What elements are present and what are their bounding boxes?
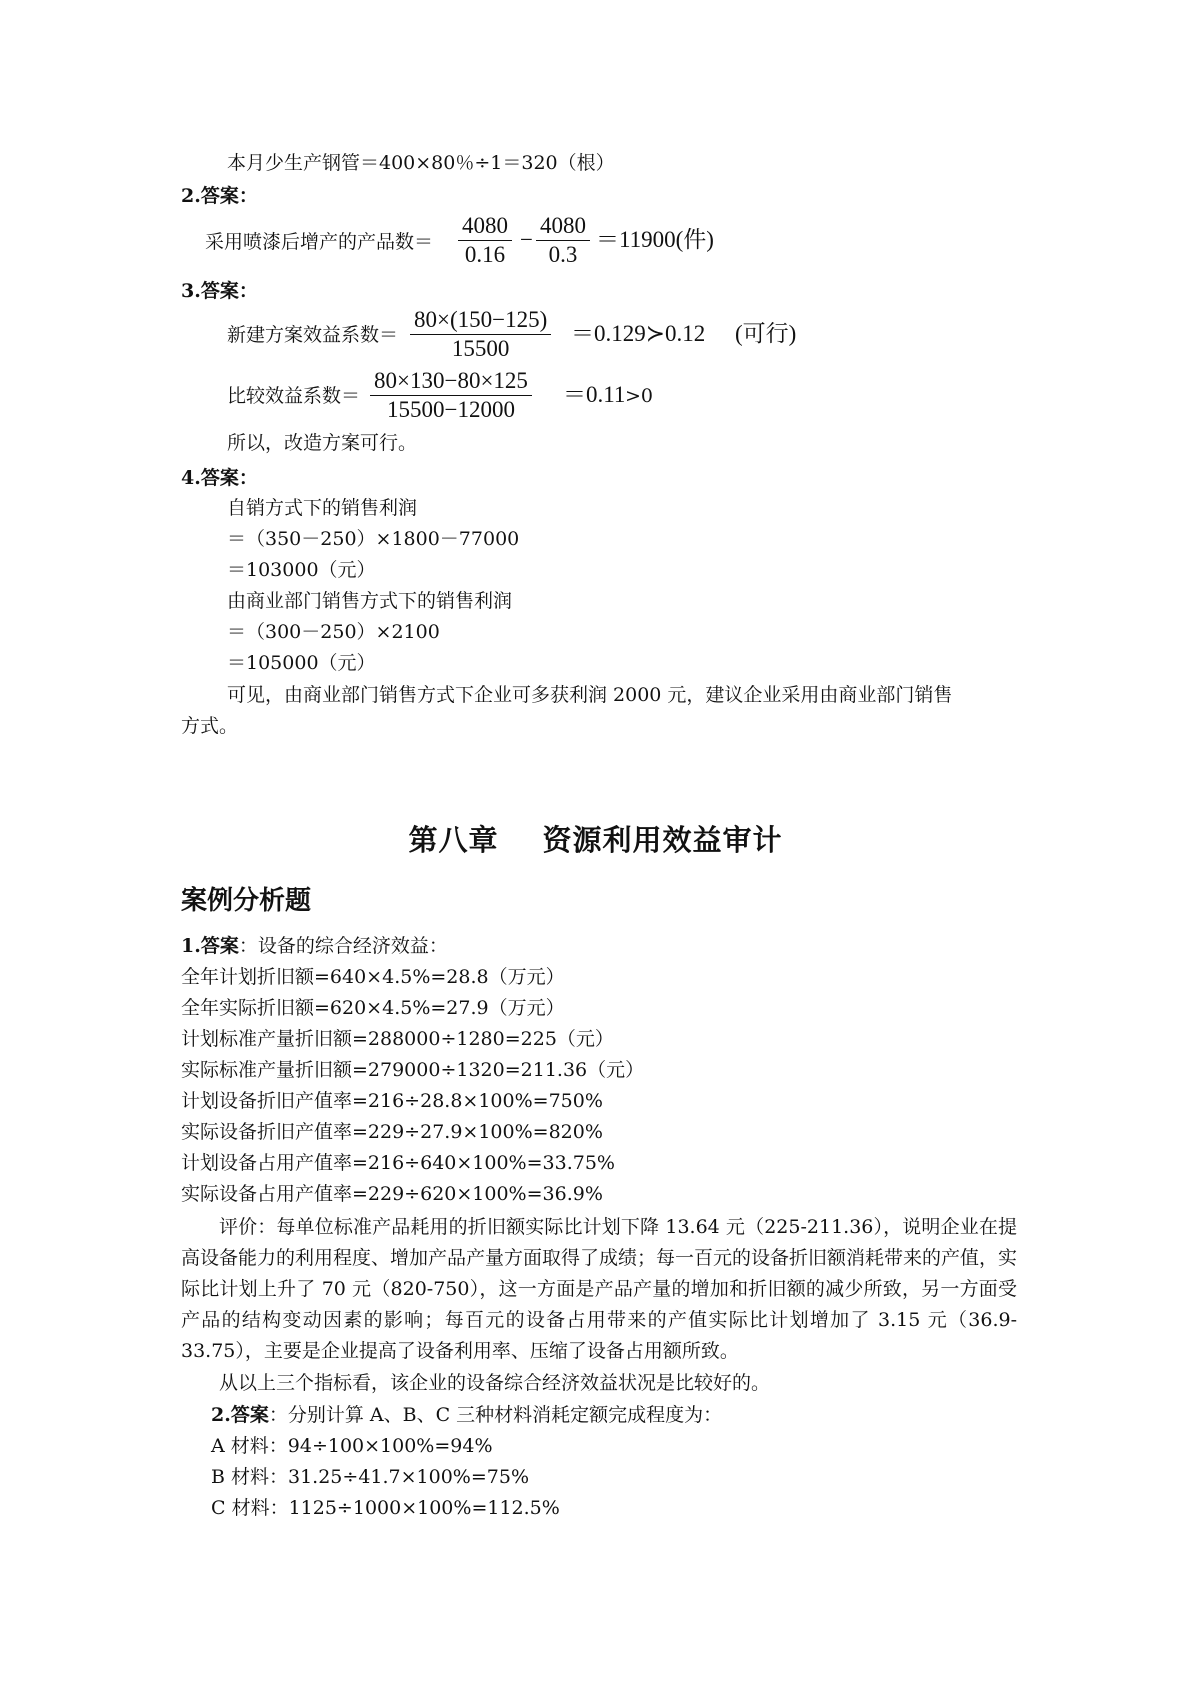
case1-line: 计划设备折旧产值率=216÷28.8×100%=750% xyxy=(181,1090,603,1112)
q4-line: ＝103000（元） xyxy=(227,559,376,581)
case2-heading xyxy=(211,1402,722,1428)
section-title: 案例分析题 xyxy=(181,886,312,916)
q3a-result: ＝0.129≻0.12 xyxy=(571,321,706,346)
q3b-denominator: 15500−12000 xyxy=(386,397,515,422)
q3b-result: ＝0.11 xyxy=(563,382,626,407)
q2-text: 采用喷漆后增产的产品数＝ xyxy=(205,231,434,253)
case1-line: 实际设备占用产值率=229÷620×100%=36.9% xyxy=(181,1183,603,1205)
q4-line: ＝（350－250）×1800－77000 xyxy=(227,528,520,550)
chapter-heading xyxy=(0,818,1191,859)
q3b-text: 比较效益系数＝ xyxy=(227,385,361,407)
q4-label: 4.答案： xyxy=(181,467,258,489)
q1-tail-line: 本月少生产钢管＝400×80％÷1＝320（根） xyxy=(227,152,615,174)
case1-line: 全年计划折旧额=640×4.5%=28.8（万元） xyxy=(181,966,565,988)
q2-result: ＝11900(件) xyxy=(596,227,714,252)
q4-line: ＝（300－250）×2100 xyxy=(227,621,440,643)
case1-heading xyxy=(181,933,448,959)
q3b-tail: >0 xyxy=(625,385,654,407)
q3a-denominator: 15500 xyxy=(451,336,510,361)
case1-line: 实际标准产量折旧额=279000÷1320=211.36（元） xyxy=(181,1059,645,1081)
q3b-fraction xyxy=(370,367,532,424)
q3a-numerator: 80×(150−125) xyxy=(410,306,551,335)
case1-label: 1.答案 xyxy=(181,935,239,957)
case2-line: A 材料：94÷100×100%=94% xyxy=(211,1435,493,1457)
q3b-numerator: 80×130−80×125 xyxy=(370,367,532,396)
q2-label: 2.答案： xyxy=(181,185,258,207)
case2-line: C 材料：1125÷1000×100%=112.5% xyxy=(211,1497,560,1519)
case2-intro: ：分别计算 A、B、C 三种材料消耗定额完成程度为： xyxy=(268,1404,723,1426)
case2-label: 2.答案 xyxy=(211,1404,269,1426)
q2-fraction-1 xyxy=(458,212,512,269)
q2-minus: − xyxy=(520,227,533,252)
case1-line: 计划标准产量折旧额=288000÷1280=225（元） xyxy=(181,1028,614,1050)
q3a-fraction xyxy=(410,306,551,363)
case1-line: 实际设备折旧产值率=229÷27.9×100%=820% xyxy=(181,1121,603,1143)
q3a-text: 新建方案效益系数＝ xyxy=(227,324,399,346)
case1-summary: 从以上三个指标看，该企业的设备综合经济效益状况是比较好的。 xyxy=(219,1372,771,1394)
q2-f2-denominator: 0.3 xyxy=(548,242,578,267)
q4-line: ＝105000（元） xyxy=(227,652,376,674)
q4-line: 由商业部门销售方式下的销售利润 xyxy=(227,590,513,612)
q3a-note: (可行) xyxy=(735,321,797,346)
case1-line: 全年实际折旧额=620×4.5%=27.9（万元） xyxy=(181,997,565,1019)
q4-paragraph-line1: 可见，由商业部门销售方式下企业可多获利润 2000 元，建议企业采用由商业部门销售 xyxy=(227,684,953,706)
q2-f1-numerator: 4080 xyxy=(458,212,512,241)
case2-line: B 材料：31.25÷41.7×100%=75% xyxy=(211,1466,530,1488)
q2-f1-denominator: 0.16 xyxy=(464,242,506,267)
q2-f2-numerator: 4080 xyxy=(536,212,590,241)
q3-label: 3.答案： xyxy=(181,280,258,302)
case1-line: 计划设备占用产值率=216÷640×100%=33.75% xyxy=(181,1152,615,1174)
q3-conclusion: 所以，改造方案可行。 xyxy=(227,432,418,454)
case1-evaluation: 评价：每单位标准产品耗用的折旧额实际比计划下降 13.64 元（225-211.36），说明企业在提高设备能力的利用程度、增加产品产量方面取得了成绩；每一百元的设备折旧额消耗带来的产值，实际比计划上升了 70 元（820-750），这一方面是产品产量的增加和折旧额的减少所致，另一方面受产品的结构变动因素的影响；每百元的设备占用带来的产值实际比计划增加了 3.15 元（36.9-33.75），主要是企业提高了设备利用率、压缩了设备占用额所致。 xyxy=(181,1216,1018,1362)
q4-line: 自销方式下的销售利润 xyxy=(227,497,418,519)
q2-fraction-2 xyxy=(536,212,590,269)
case1-intro: ：设备的综合经济效益： xyxy=(238,935,448,957)
chapter-number: 第八章 xyxy=(408,823,499,857)
chapter-title: 资源利用效益审计 xyxy=(542,823,783,857)
q4-paragraph-line2: 方式。 xyxy=(181,715,239,737)
